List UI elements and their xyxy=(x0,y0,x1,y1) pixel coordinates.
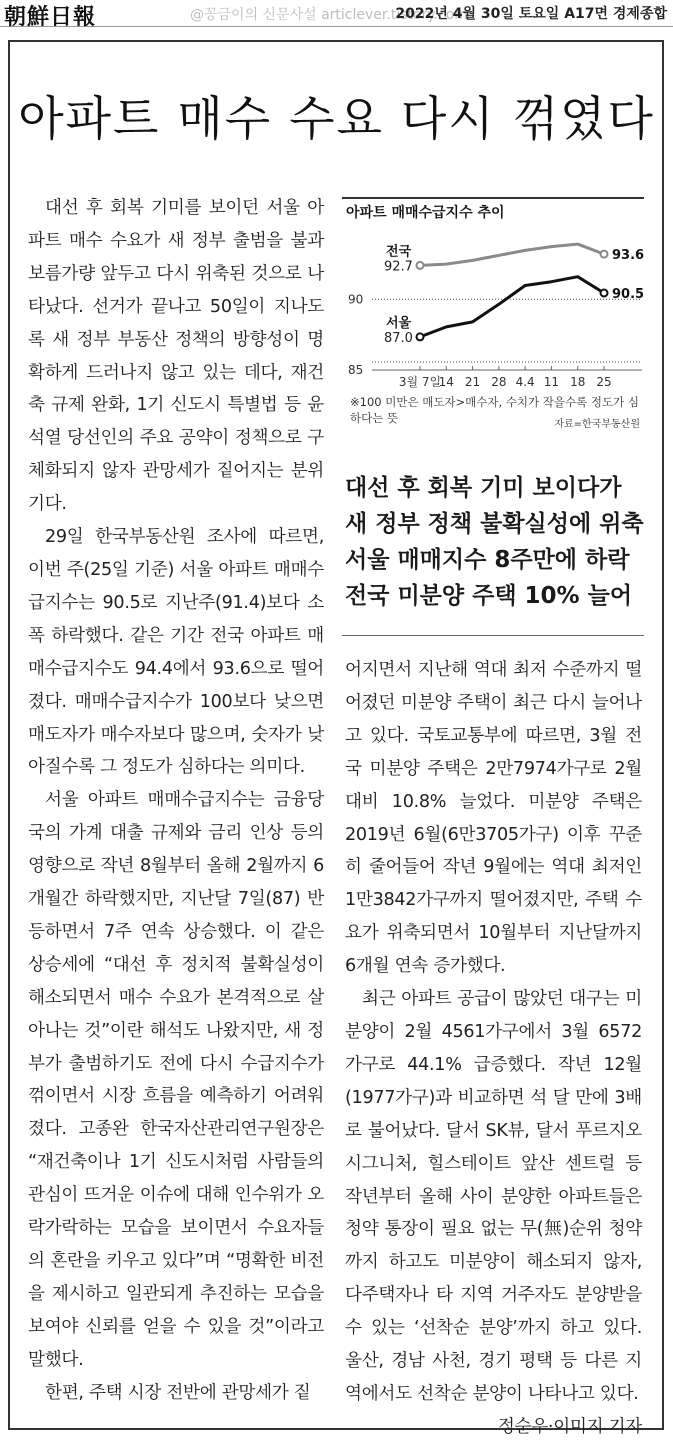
data-point xyxy=(601,251,608,258)
data-point xyxy=(417,262,424,269)
deck-line: 서울 매매지수 8주만에 하락 xyxy=(345,547,630,573)
chart-source: 자료=한국부동산원 xyxy=(554,419,640,430)
deck-line: 대선 후 회복 기미 보이다가 xyxy=(345,475,622,501)
right-column xyxy=(345,654,642,1444)
y-tick-label: 85 xyxy=(348,363,364,377)
data-point xyxy=(601,290,608,297)
deck-line: 새 정부 정책 불확실성에 위축 xyxy=(345,511,644,537)
data-point xyxy=(417,333,424,340)
x-tick-label: 28 xyxy=(491,375,507,389)
data-label: 93.6 xyxy=(612,248,644,264)
data-label: 92.7 xyxy=(384,259,413,275)
headline: 아파트 매수 수요 다시 꺾였다 xyxy=(18,92,655,147)
sub-headline xyxy=(345,470,645,614)
x-tick-label: 11 xyxy=(543,375,560,389)
deck-rule xyxy=(342,635,644,636)
series-name: 서울 xyxy=(386,315,412,331)
byline: 정순우·이미지 기자 xyxy=(497,1416,642,1437)
chart-note: ※100 미만은 매도자>매수자, 수치가 작을수록 정도가 심하다는 뜻 xyxy=(350,395,639,425)
paragraph: 대선 후 회복 기미를 보이던 서울 아파트 매수 수요가 새 정부 출범을 불과 보름가량 앞두고 다시 위축된 것으로 나타났다. 선거가 끝나고 50일이 지나도록 새 정부 부동산 정책의 방향성이 명확하게 드러나지 않고 있는 데다, 재건축 규제 완화, 1기 신도시 특별법 등 윤석열 당선인의 주요 공약이 정책으로 구체화되지 않자 관망세가 짙어지는 분위기다. xyxy=(28,198,324,515)
dateline: 2022년 4월 30일 토요일 A17면 경제종합 xyxy=(395,6,667,22)
paragraph: 어지면서 지난해 역대 최저 수준까지 떨어졌던 미분양 주택이 최근 다시 늘어나고 있다. 국토교통부에 따르면, 3월 전국 미분양 주택은 2만7974가구로 2월 대비 10.8% 늘었다. 미분양 주택은 2019년 6월(6만3705가구) 이후 꾸준히 줄어들어 작년 9월에는 역대 최저인 1만3842가구까지 떨어졌지만, 주택 수요가 위축되면서 10월부터 지난달까지 6개월 연속 증가했다. xyxy=(345,660,642,977)
paragraph: 최근 아파트 공급이 많았던 대구는 미분양이 2월 4561가구에서 3월 6572가구로 44.1% 급증했다. 작년 12월(1977가구)과 비교하면 석 달 만에 3배로 불어났다. 달서 SK뷰, 달서 푸르지오 시그니처, 힐스테이트 앞산 센트럴 등 작년부터 올해 사이 분양한 아파트들은 청약 통장이 필요 없는 무(無)순위 청약까지 하고도 미분양이 해소되지 않자, 다주택자나 타 지역 거주자도 분양받을 수 있는 ‘선착순 분양’까지 하고 있다. 울산, 경남 사천, 경기 평택 등 다른 지역에서도 선착순 분양이 나타나고 있다. xyxy=(345,989,642,1404)
x-tick-label: 3월 7일 xyxy=(398,375,442,389)
x-tick-label: 18 xyxy=(570,375,586,389)
data-label: 87.0 xyxy=(384,330,413,346)
masthead xyxy=(0,0,673,30)
series-line-0 xyxy=(420,244,604,265)
chart-title: 아파트 매매수급지수 추이 xyxy=(346,205,505,221)
data-label: 90.5 xyxy=(612,287,644,302)
paragraph: 서울 아파트 매매수급지수는 금융당국의 가계 대출 규제와 금리 인상 등의 영향으로 작년 8월부터 올해 2월까지 6개월간 하락했지만, 지난달 7일(87) 반등하면서 7주 연속 상승했다. 이 같은 상승세에 “대선 후 정치적 불확실성이 해소되면서 매수 수요가 본격적으로 살아나는 것”이란 해석도 나왔지만, 새 정부가 출범하기도 전에 다시 수급지수가 꺾이면서 시장 흐름을 예측하기 어려워졌다. 고종완 한국자산관리연구원장은 “재건축이나 1기 신도시처럼 사람들의 관심이 뜨거운 이슈에 대해 인수위가 오락가락하는 모습을 보이면서 수요자들의 혼란을 키우고 있다”며 “명확한 비전을 제시하고 일관되게 추진하는 모습을 보여야 신뢰를 얻을 수 있을 것”이라고 말했다. xyxy=(28,790,324,1370)
x-tick-label: 14 xyxy=(438,375,454,389)
left-column xyxy=(28,192,324,1410)
x-tick-label: 4.4 xyxy=(515,375,535,389)
chart-plot xyxy=(342,194,644,394)
newspaper-logo: 朝鮮日報 xyxy=(4,4,97,30)
series-name: 전국 xyxy=(386,244,412,260)
watermark: @꽁금이의 신문사설 articlever.tistory.com xyxy=(190,7,468,23)
index-chart xyxy=(342,194,644,434)
series-line-1 xyxy=(420,277,604,337)
deck-line: 전국 미분양 주택 10% 늘어 xyxy=(345,583,633,609)
x-tick-label: 25 xyxy=(596,375,612,389)
paragraph: 29일 한국부동산원 조사에 따르면, 이번 주(25일 기준) 서울 아파트 매매수급지수는 90.5로 지난주(91.4)보다 소폭 하락했다. 같은 기간 전국 아파트 매매수급지수도 94.4에서 93.6으로 떨어졌다. 매매수급지수가 100보다 낮으면 매도자가 매수자보다 많으며, 숫자가 낮아질수록 그 정도가 심하다는 의미다. xyxy=(28,527,324,778)
y-tick-label: 90 xyxy=(348,292,364,307)
paragraph: 한편, 주택 시장 전반에 관망세가 짙 xyxy=(45,1382,311,1403)
x-tick-label: 21 xyxy=(464,375,481,389)
